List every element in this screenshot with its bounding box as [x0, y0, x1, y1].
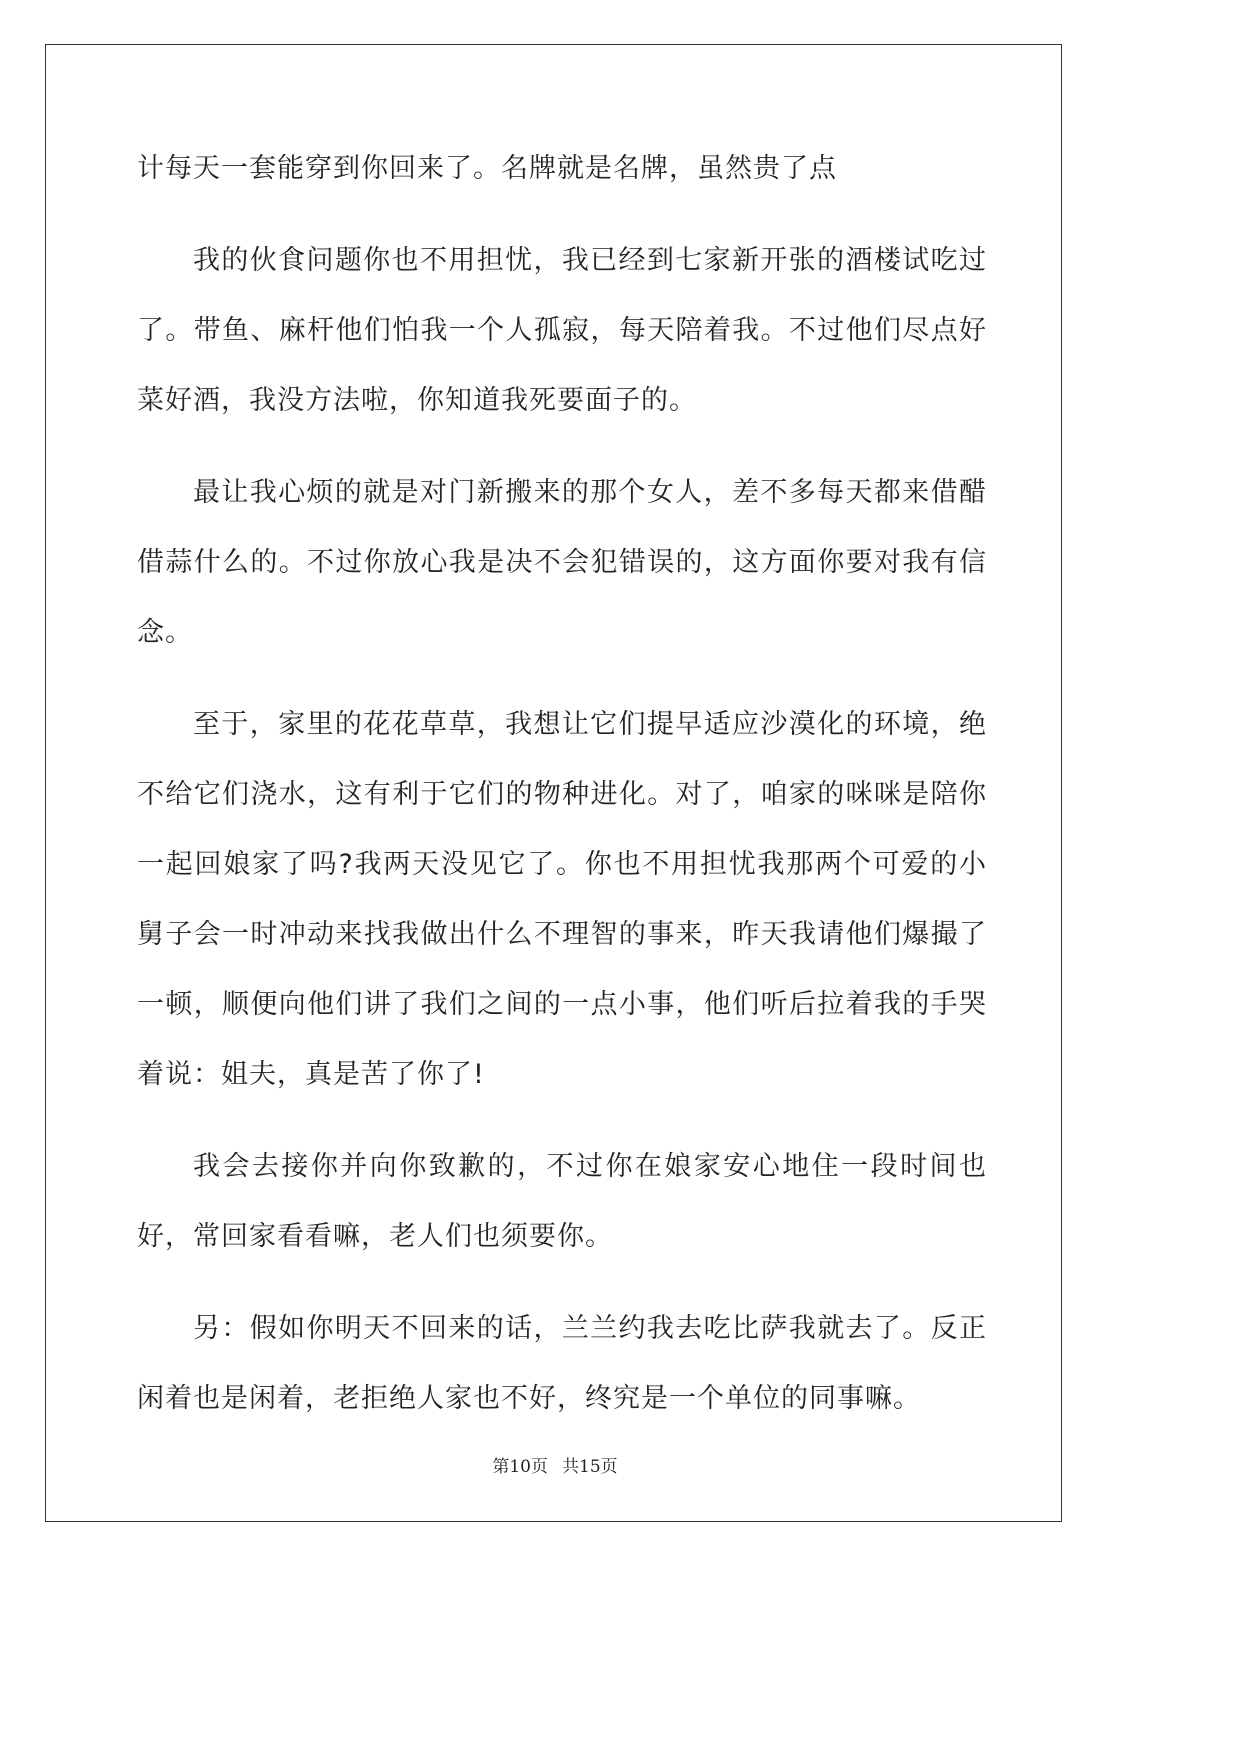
page-number: 第10页	[492, 1457, 548, 1477]
paragraph: 另：假如你明天不回来的话，兰兰约我去吃比萨我就去了。反正闲着也是闲着，老拒绝人家也不好，终究是一个单位的同事嘛。	[137, 1313, 987, 1414]
paragraph: 至于，家里的花花草草，我想让它们提早适应沙漠化的环境，绝不给它们浇水，这有利于它们的物种进化。对了，咱家的咪咪是陪你一起回娘家了吗?我两天没见它了。你也不用担忧我那两个可爱的小舅子会一时冲动来找我做出什么不理智的事来，昨天我请他们爆撮了一顿，顺便向他们讲了我们之间的一点小事，他们听后拉着我的手哭着说：姐夫，真是苦了你了!	[137, 709, 987, 1090]
document-body	[137, 148, 987, 1456]
paragraph: 最让我心烦的就是对门新搬来的那个女人，差不多每天都来借醋借蒜什么的。不过你放心我是决不会犯错误的，这方面你要对我有信念。	[137, 477, 987, 648]
paragraph-continuation: 计每天一套能穿到你回来了。名牌就是名牌，虽然贵了点	[137, 153, 837, 184]
page-total: 共15页	[562, 1457, 618, 1477]
paragraph: 我的伙食问题你也不用担忧，我已经到七家新开张的酒楼试吃过了。带鱼、麻杆他们怕我一个人孤寂，每天陪着我。不过他们尽点好菜好酒，我没方法啦，你知道我死要面子的。	[137, 245, 987, 416]
page-footer	[0, 1452, 1110, 1477]
paragraph: 我会去接你并向你致歉的，不过你在娘家安心地住一段时间也好，常回家看看嘛，老人们也须要你。	[137, 1151, 987, 1252]
